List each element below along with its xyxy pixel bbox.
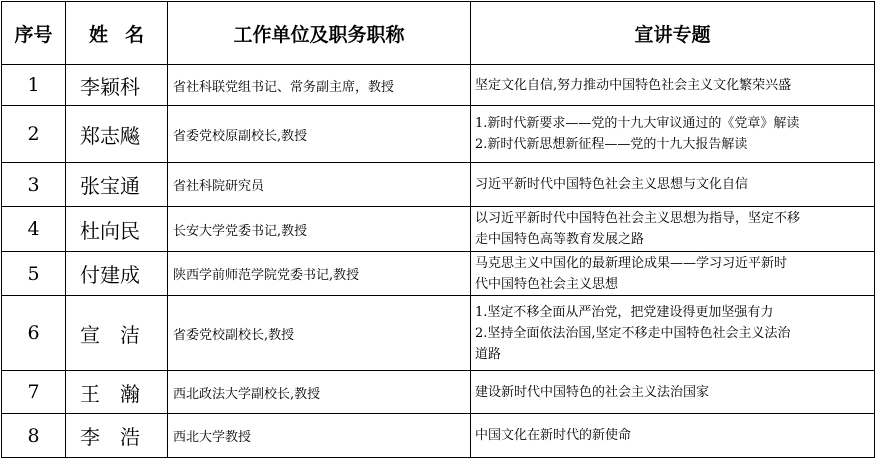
- row-name: 李颖科: [66, 65, 168, 106]
- row-index: 7: [2, 371, 66, 414]
- row-topic: [471, 163, 875, 207]
- row-topic: [471, 207, 875, 252]
- row-unit: 省委党校原副校长,教授: [168, 106, 471, 163]
- row-unit: 省社科联党组书记、常务副主席，教授: [168, 65, 471, 106]
- row-index: 2: [2, 106, 66, 163]
- table-row: [2, 207, 875, 252]
- topic-line: 道路: [475, 346, 502, 362]
- row-name: 宣 洁: [66, 296, 168, 371]
- row-name: 郑志飚: [66, 106, 168, 163]
- table-body: [2, 65, 875, 458]
- row-unit: 长安大学党委书记,教授: [168, 207, 471, 252]
- row-unit: 西北政法大学副校长,教授: [168, 371, 471, 414]
- row-name: 李 浩: [66, 414, 168, 458]
- row-topic: [471, 65, 875, 106]
- row-index: 1: [2, 65, 66, 106]
- row-name: 付建成: [66, 252, 168, 296]
- topic-line: 2.坚持全面依法治国,坚定不移走中国特色社会主义法治: [475, 325, 791, 341]
- topic-line: 中国文化在新时代的新使命: [475, 428, 632, 443]
- table-row: [2, 65, 875, 106]
- header-topic: 宣讲专题: [471, 2, 875, 65]
- table-row: [2, 296, 875, 371]
- topic-line: 1.新时代新要求——党的十九大审议通过的《党章》解读: [475, 116, 800, 131]
- row-index: 5: [2, 252, 66, 296]
- row-index: 6: [2, 296, 66, 371]
- row-unit: 省委党校副校长,教授: [168, 296, 471, 371]
- row-index: 3: [2, 163, 66, 207]
- topic-line: 习近平新时代中国特色社会主义思想与文化自信: [475, 177, 749, 192]
- topic-line: 1.坚定不移全面从严治党，把党建设得更加坚强有力: [475, 304, 774, 320]
- table-row: [2, 371, 875, 414]
- row-name: 张宝通: [66, 163, 168, 207]
- header-row: [2, 2, 875, 65]
- topic-line: 以习近平新时代中国特色社会主义思想为指导，坚定不移: [475, 211, 801, 226]
- table-row: [2, 106, 875, 163]
- table-row: [2, 252, 875, 296]
- topic-line: 走中国特色高等教育发展之路: [475, 232, 645, 247]
- header-unit: 工作单位及职务职称: [168, 2, 471, 65]
- row-topic: [471, 106, 875, 163]
- topic-line: 坚定文化自信,努力推动中国特色社会主义文化繁荣兴盛: [475, 77, 792, 93]
- row-name: 王 瀚: [66, 371, 168, 414]
- topic-line: 建设新时代中国特色的社会主义法治国家: [475, 384, 710, 400]
- row-topic: [471, 252, 875, 296]
- topic-line: 代中国特色社会主义思想: [475, 276, 619, 292]
- table-row: [2, 163, 875, 207]
- row-topic: [471, 414, 875, 458]
- row-unit: 省社科院研究员: [168, 163, 471, 207]
- row-index: 4: [2, 207, 66, 252]
- row-unit: 西北大学教授: [168, 414, 471, 458]
- row-unit: 陕西学前师范学院党委书记,教授: [168, 252, 471, 296]
- topic-line: 马克思主义中国化的最新理论成果——学习习近平新时: [475, 255, 788, 271]
- topic-line: 2.新时代新思想新征程——党的十九大报告解读: [475, 137, 748, 152]
- row-index: 8: [2, 414, 66, 458]
- row-name: 杜向民: [66, 207, 168, 252]
- table-row: [2, 414, 875, 458]
- header-name: 姓名: [66, 2, 168, 65]
- row-topic: [471, 371, 875, 414]
- header-index: 序号: [2, 2, 66, 65]
- row-topic: [471, 296, 875, 371]
- lecturer-table: [1, 1, 875, 458]
